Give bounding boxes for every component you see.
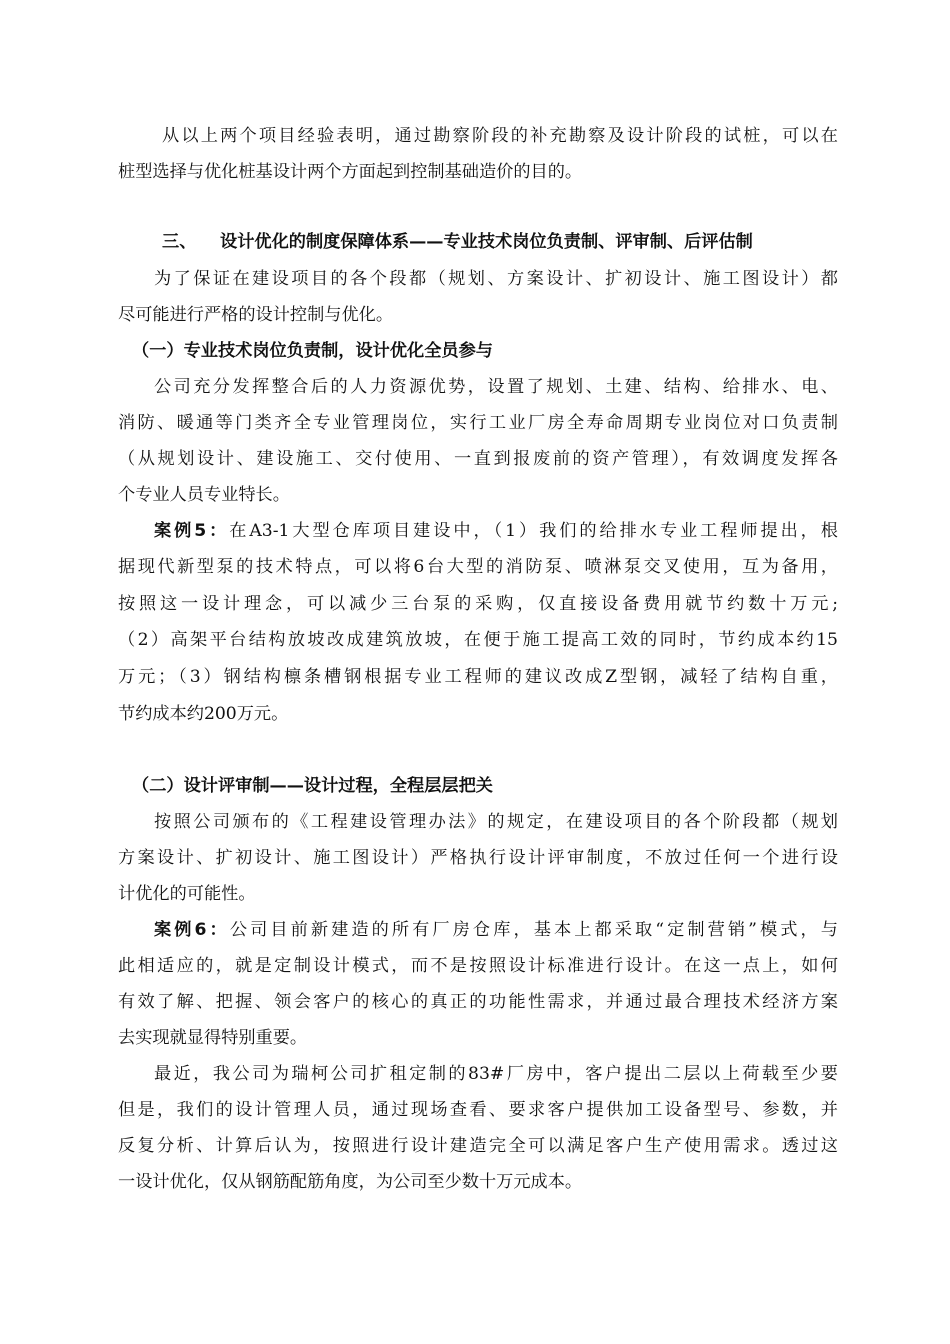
section-3-title: 设计优化的制度保障体系——专业技术岗位负责制、评审制、后评估制 — [220, 232, 753, 252]
case-6-line-3: 有效了解、把握、领会客户的核心的真正的功能性需求，并通过最合理技术经济方案 — [118, 992, 838, 1012]
section-3-heading — [162, 230, 838, 254]
case-5-line-3: 按照这一设计理念，可以减少三台泵的采购，仅直接设备费用就节约数十万元; — [118, 594, 838, 614]
section-3-intro-line-1: 为了保证在建设项目的各个段都（规划、方案设计、扩初设计、施工图设计）都 — [154, 269, 838, 289]
case-6-line-4: 去实现就显得特别重要。 — [118, 1028, 308, 1048]
subsection-1-body-line-1: 公司充分发挥整合后的人力资源优势，设置了规划、土建、结构、给排水、电、 — [154, 377, 838, 397]
recent-paragraph-line-2: 但是，我们的设计管理人员，通过现场查看、要求客户提供加工设备型号、参数，并 — [118, 1100, 838, 1120]
recent-paragraph-line-4: 一设计优化，仅从钢筋配筋角度，为公司至少数十万元成本。 — [118, 1172, 583, 1192]
case-5-text-1: 在A3-1大型仓库项目建设中，（1）我们的给排水专业工程师提出，根 — [229, 521, 838, 541]
recent-paragraph-line-3: 反复分析、计算后认为，按照进行设计建造完全可以满足客户生产使用需求。透过这 — [118, 1136, 838, 1156]
section-3-number: 三、 — [162, 232, 197, 252]
subsection-2-body-line-3: 计优化的可能性。 — [118, 884, 256, 904]
paragraph-1-line-1: 从以上两个项目经验表明，通过勘察阶段的补充勘察及设计阶段的试桩，可以在 — [162, 126, 838, 146]
subsection-2-body-line-2: 方案设计、扩初设计、施工图设计）严格执行设计评审制度，不放过任何一个进行设 — [118, 848, 838, 868]
case-6-label: 案例6： — [154, 920, 230, 940]
case-6-text-1: 公司目前新建造的所有厂房仓库，基本上都采取“定制营销”模式，与 — [229, 920, 838, 940]
paragraph-1-line-2: 桩型选择与优化桩基设计两个方面起到控制基础造价的目的。 — [118, 162, 583, 182]
subsection-1-body-line-4: 个专业人员专业特长。 — [118, 485, 290, 505]
case-6-line-2: 此相适应的，就是定制设计模式，而不是按照设计标准进行设计。在这一点上，如何 — [118, 956, 838, 976]
case-5-label: 案例5： — [154, 521, 230, 541]
case-5-line-4: （2）高架平台结构放坡改成建筑放坡，在便于施工提高工效的同时，节约成本约15 — [118, 630, 838, 650]
case-5-line-1 — [154, 519, 838, 543]
case-5-line-6: 节约成本约200万元。 — [118, 704, 289, 724]
section-3-intro-line-2: 尽可能进行严格的设计控制与优化。 — [118, 305, 394, 325]
subsection-2-title: （二）设计评审制——设计过程，全程层层把关 — [132, 776, 493, 796]
case-5-line-2: 据现代新型泵的技术特点，可以将6台大型的消防泵、喷淋泵交叉使用，互为备用， — [118, 557, 838, 577]
subsection-1-title: （一）专业技术岗位负责制，设计优化全员参与 — [132, 341, 493, 361]
subsection-1-body-line-3: （从规划设计、建设施工、交付使用、一直到报废前的资产管理），有效调度发挥各 — [118, 449, 838, 469]
case-6-line-1 — [154, 918, 838, 942]
subsection-1-body-line-2: 消防、暖通等门类齐全专业管理岗位，实行工业厂房全寿命周期专业岗位对口负责制 — [118, 413, 838, 433]
recent-paragraph-line-1: 最近，我公司为瑞柯公司扩租定制的83#厂房中，客户提出二层以上荷载至少要 — [154, 1064, 838, 1084]
case-5-line-5: 万元；（3）钢结构檩条槽钢根据专业工程师的建议改成Z型钢，减轻了结构自重， — [118, 667, 838, 687]
subsection-2-body-line-1: 按照公司颁布的《工程建设管理办法》的规定，在建设项目的各个阶段都（规划 — [154, 812, 838, 832]
